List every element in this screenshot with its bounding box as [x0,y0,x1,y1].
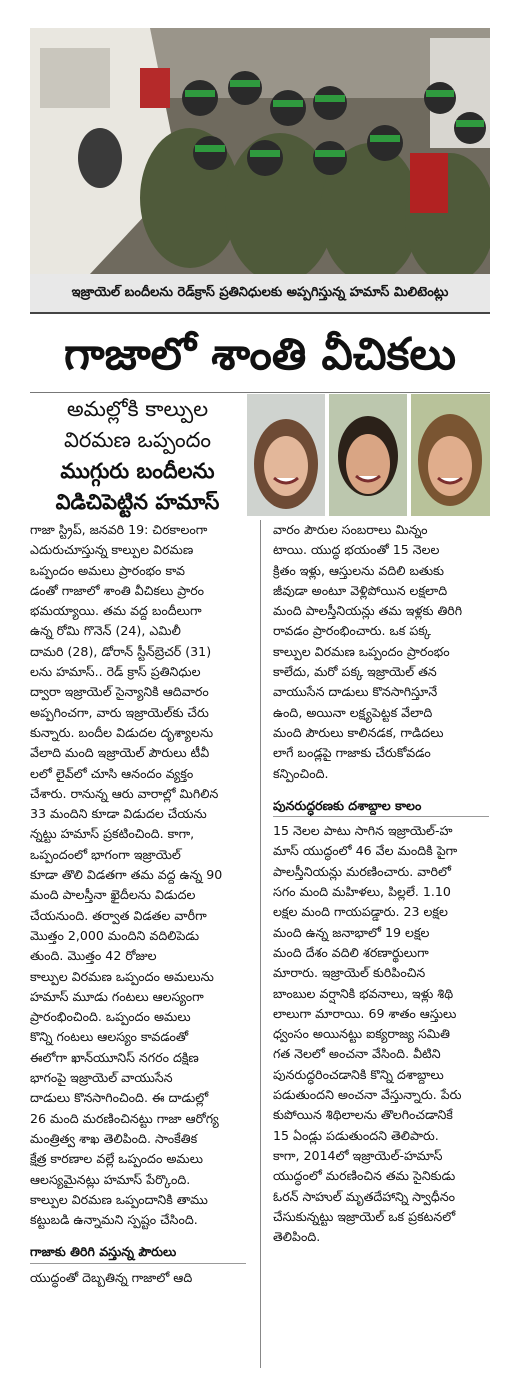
subhead-line: అమల్లోకి కాల్పుల [66,397,209,421]
article-text-line: జీవుడా అంటూ వెళ్లిపోయిన లక్షలాది [273,582,448,598]
article-text-line: కాలేదు, మరో పక్క ఇజ్రాయెల్ తన [273,664,437,680]
article-text-line: దాడులు కొనసాగించింది. ఈ దాడుల్లో [30,1090,209,1106]
article-text-line: రావడం ప్రారంభించారు. ఒక పక్క [273,623,431,639]
article-text-line: యుద్ధంతో దెబ్బతిన్న గాజాలో ఆది [30,1269,193,1285]
article-text-line: మంది దేశం వదిలి శరణార్థులుగా [273,944,429,960]
article-text-line: వారం పౌరుల సంబరాలు మిన్నం [273,522,428,537]
article-text-line: కొన్ని గంటలు ఆలస్యం కావడంతో [30,1029,189,1045]
portraits-illustration [247,394,490,516]
article-text-line: మంది ఉన్న జనాభాలో 19 లక్షల [273,924,430,940]
article-text-line: బాంబుల వర్షానికి భవనాలు, ఇళ్లు శిథి [273,985,454,1001]
article-text-line: క్రితం ఇళ్లు, ఆస్తులను వదిలి బతుకు [273,562,444,578]
section-heading: పునరుద్ధరణకు దశాబ్దాల కాలం [273,796,489,817]
article-text-line: తెలిపింది. [273,1229,321,1245]
article-text-line: కాగా, 2014లో ఇజ్రాయెల్-హమాస్ [273,1147,443,1163]
article-text-line: ధ్వంసం అయినట్టు ఐక్యరాజ్య సమితి [273,1026,450,1042]
article-text-line: ఉన్న రోమి గొనెన్ (24), ఎమిలీ [30,623,181,639]
article-text-line: టాయి. యుద్ధ భయంతో 15 నెలల [273,542,440,558]
section-heading: గాజాకు తిరిగి వస్తున్న పౌరులు [30,1242,246,1263]
article-text-line: పాలస్తీనియన్లు మరణించారు. వారిలో [273,863,451,879]
article-text-line: చేయనుంది. తర్వాత విడతల వారీగా [30,907,207,923]
subheadline [30,394,245,520]
article-text-line: 26 మంది మరణించినట్టు గాజా ఆరోగ్య [30,1110,219,1126]
article-column-left [30,520,246,1288]
column-divider [260,520,261,1368]
article-text-line: యుద్ధంలో మరణించిన తమ సైనికుడు [273,1168,456,1184]
article-text-line: మాస్ యుద్ధంలో 46 వేల మందికి పైగా [273,843,458,859]
article-text-line: కాల్పుల విరమణ ఒప్పందం అమలును [30,968,214,984]
article-text-line: మంది పాలస్తీనియన్లు తమ ఇళ్లకు తిరిగి [273,603,463,619]
article-text-line: న్నట్టు హమాస్ ప్రకటించింది. కాగా, [30,826,195,842]
subhead-bold-line: విడిచిపెట్టిన హమాస్ [55,490,220,514]
article-text-line: లక్షల మంది గాయపడ్డారు. 23 లక్షల [273,904,448,920]
headline: గాజాలో శాంతి వీచికలు [30,318,490,393]
article-text-line: ప్రారంభించింది. ఒప్పందం అమలు [30,1009,191,1025]
article-text-line: కాల్పుల విరమణ ఒప్పందం ప్రారంభం [273,643,450,659]
news-photo [30,28,490,274]
article-text-line: మంది పాలస్తీనా ఖైదీలను విడుదల [30,887,196,903]
article-text-line: కట్టుబడి ఉన్నామని స్పష్టం చేసింది. [30,1212,198,1228]
article-text-line: భాగంపై ఇజ్రాయెల్ వాయుసేన [30,1070,173,1086]
article-text-line: 15 నెలల పాటు సాగిన ఇజ్రాయెల్-హ [273,823,453,839]
article-column-right [273,520,489,1247]
article-text-line: లాగే బండ్లపై గాజాకు చేరుకోవడం [273,745,431,761]
article-text-line: కుపోయిన శిథిలాలను తొలగించడానికే [273,1107,453,1123]
article-text-line: ఆలస్యమైనట్లు హమాస్ పేర్కొంది. [30,1171,191,1187]
article-text-line: హమాస్ మూడు గంటలు ఆలస్యంగా [30,988,204,1004]
article-text-line: పడుతుందని అంచనా వేస్తున్నారు. పేరు [273,1087,462,1103]
article-text-line: కన్పించింది. [273,765,329,781]
article-text-line: మొత్తం 2,000 మందిని వదిలిపెడు [30,927,200,943]
article-text-line: 33 మందిని కూడా విడుదల చేయను [30,806,207,822]
article-text-line: తుంది. మొత్తం 42 రోజుల [30,948,157,964]
article-text-line: 15 ఏండ్లు పడుతుందని తెలిపారు. [273,1127,439,1143]
article-text-line: ద్వారా ఇజ్రాయెల్ సైన్యానికి ఆదివారం [30,684,209,700]
article-text-line: ఒప్పందంలో భాగంగా ఇజ్రాయెల్ [30,846,181,862]
article-text-line: భమయ్యాయి. తమ వద్ద బందీలుగా [30,603,202,619]
hostage-portraits [247,394,490,516]
article-text-line: కాల్పుల విరమణ ఒప్పందానికి తాము [30,1191,208,1207]
subhead-bold-line: ముగ్గురు బందీలను [60,459,215,483]
article-text-line: అప్పగించగా, వారు ఇజ్రాయెల్‌కు చేరు [30,704,209,720]
article-text-line: క్షేత్ర కారణాల వల్లే ఒప్పందం అమలు [30,1151,204,1167]
article-text-line: చేశారు. రానున్న ఆరు వారాల్లో మిగిలిన [30,785,219,801]
article-text-line: వేలాది మంది ఇజ్రాయెల్ పౌరులు టీవీ [30,745,210,761]
article-text-line: లలో లైవ్‌లో చూసి ఆనందం వ్యక్తం [30,765,194,781]
article-text-line: సగం మంది మహిళలు, పిల్లలే. 1.10 [273,884,451,900]
article-text-line: లను హమాస్.. రెడ్ క్రాస్ ప్రతినిధుల [30,664,201,680]
article-text-line: మంత్రిత్వ శాఖ తెలిపింది. సాంకేతిక [30,1130,198,1146]
article-text-line: ఎదురుచూస్తున్న కాల్పుల విరమణ [30,542,194,558]
article-text-line: చేసుకున్నట్టు ఇజ్రాయెల్ ఒక ప్రకటనలో [273,1208,456,1224]
article-text-line: లాలుగా మారాయి. 69 శాతం ఆస్తులు [273,1005,457,1021]
article-text-line: ఒప్పందం అమలు ప్రారంభం కావ [30,562,185,578]
article-text-line: వాయుసేన దాడులు కొనసాగిస్తూనే [273,684,438,700]
photo-caption: ఇజ్రాయెల్ బందీలను రెడ్‌క్రాస్ ప్రతినిధులకు అప్పగిస్తున్న హమాస్ మిలిటెంట్లు [30,274,490,314]
article-text-line: కూడా తొలి విడతగా తమ వద్ద ఉన్న 90 [30,867,223,883]
article-text-line: దామరి (28), డోరాన్ స్టీన్‌బ్రెచర్ (31) [30,643,212,659]
article-text-line: మారారు. ఇజ్రాయెల్ కురిపించిన [273,965,426,981]
article-text-line: పునరుద్ధరించడానికి కొన్ని దశాబ్దాలు [273,1066,444,1082]
article-text-line: ఈలోగా ఖాన్‌యూనిస్ నగరం దక్షిణ [30,1049,199,1065]
article-text-line: మంది పౌరులు కాలినడక, గాడిదలు [273,724,444,740]
article-text-line: ఉంది, అయినా లక్ష్యపెట్టక వేలాది [273,704,433,720]
article-text-line: డంతో గాజాలో శాంతి వీచికలు ప్రారం [30,582,205,598]
article-text-line: కున్నారు. బందీల విడుదల దృశ్యాలను [30,724,214,740]
news-photo-illustration [30,28,490,274]
article-text-line: గత నెలలో అంచనా వేసింది. వీటిని [273,1046,441,1062]
subhead-line: విరమణ ఒప్పందం [63,428,212,452]
article-text-line: గాజా స్ట్రిప్, జనవరి 19: చిరకాలంగా [30,522,208,537]
article-text-line: ఓరన్ సాహుల్ మృతదేహాన్ని స్వాధీనం [273,1188,456,1204]
